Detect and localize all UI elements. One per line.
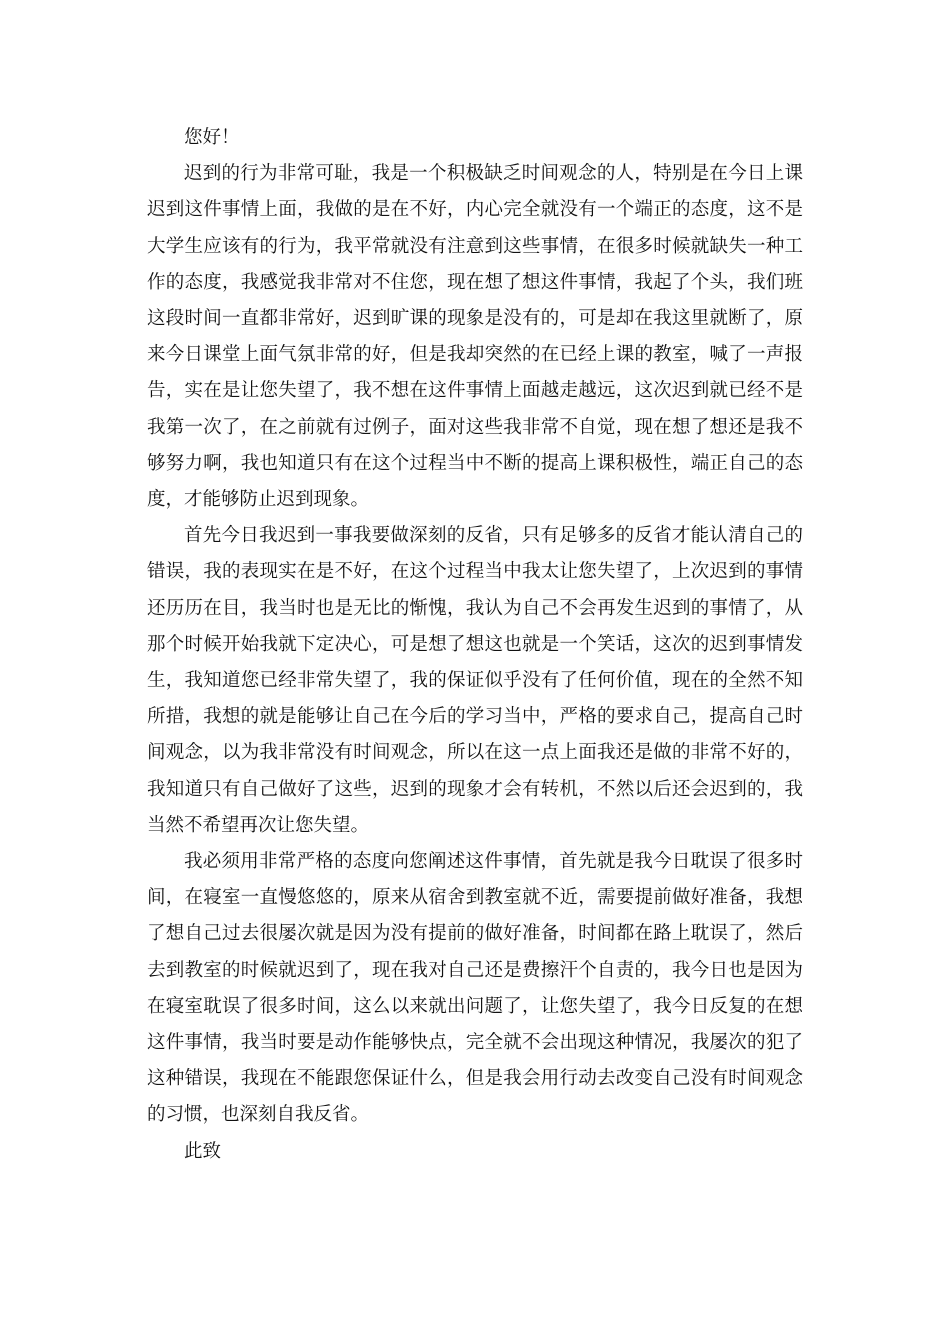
paragraph-1: 迟到的行为非常可耻，我是一个积极缺乏时间观念的人，特别是在今日上课迟到这件事情上面，我做的是在不好，内心完全就没有一个端正的态度，这不是大学生应该有的行为，我平常就没有注意到这些事情，在很多时候就缺失一种工作的态度，我感觉我非常对不住您，现在想了想这件事情，我起了个头，我们班这段时间一直都非常好，迟到旷课的现象是没有的，可是却在我这里就断了，原来今日课堂上面气氛非常的好，但是我却突然的在已经上课的教室，喊了一声报告，实在是让您失望了，我不想在这件事情上面越走越远，这次迟到就已经不是我第一次了，在之前就有过例子，面对这些我非常不自觉，现在想了想还是我不够努力啊，我也知道只有在这个过程当中不断的提高上课积极性，端正自己的态度，才能够防止迟到现象。	[147, 163, 803, 511]
letter-body	[147, 120, 803, 1170]
greeting: 您好！	[184, 127, 240, 148]
paragraph-2: 首先今日我迟到一事我要做深刻的反省，只有足够多的反省才能认清自己的错误，我的表现实在是不好，在这个过程当中我太让您失望了，上次迟到的事情还历历在目，我当时也是无比的惭愧，我认为自己不会再发生迟到的事情了，从那个时候开始我就下定决心，可是想了想这也就是一个笑话，这次的迟到事情发生，我知道您已经非常失望了，我的保证似乎没有了任何价值，现在的全然不知所措，我想的就是能够让自己在今后的学习当中，严格的要求自己，提高自己时间观念，以为我非常没有时间观念，所以在这一点上面我还是做的非常不好的，我知道只有自己做好了这些，迟到的现象才会有转机，不然以后还会迟到的，我当然不希望再次让您失望。	[147, 525, 803, 836]
closing: 此致	[184, 1140, 222, 1162]
paragraph-3: 我必须用非常严格的态度向您阐述这件事情，首先就是我今日耽误了很多时间，在寝室一直慢悠悠的，原来从宿舍到教室就不近，需要提前做好准备，我想了想自己过去很屡次就是因为没有提前的做好准备，时间都在路上耽误了，然后去到教室的时候就迟到了，现在我对自己还是费擦汗个自责的，我今日也是因为在寝室耽误了很多时间，这么以来就出问题了，让您失望了，我今日反复的在想这件事情，我当时要是动作能够快点，完全就不会出现这种情况，我屡次的犯了这种错误，我现在不能跟您保证什么，但是我会用行动去改变自己没有时间观念的习惯，也深刻自我反省。	[147, 851, 803, 1126]
